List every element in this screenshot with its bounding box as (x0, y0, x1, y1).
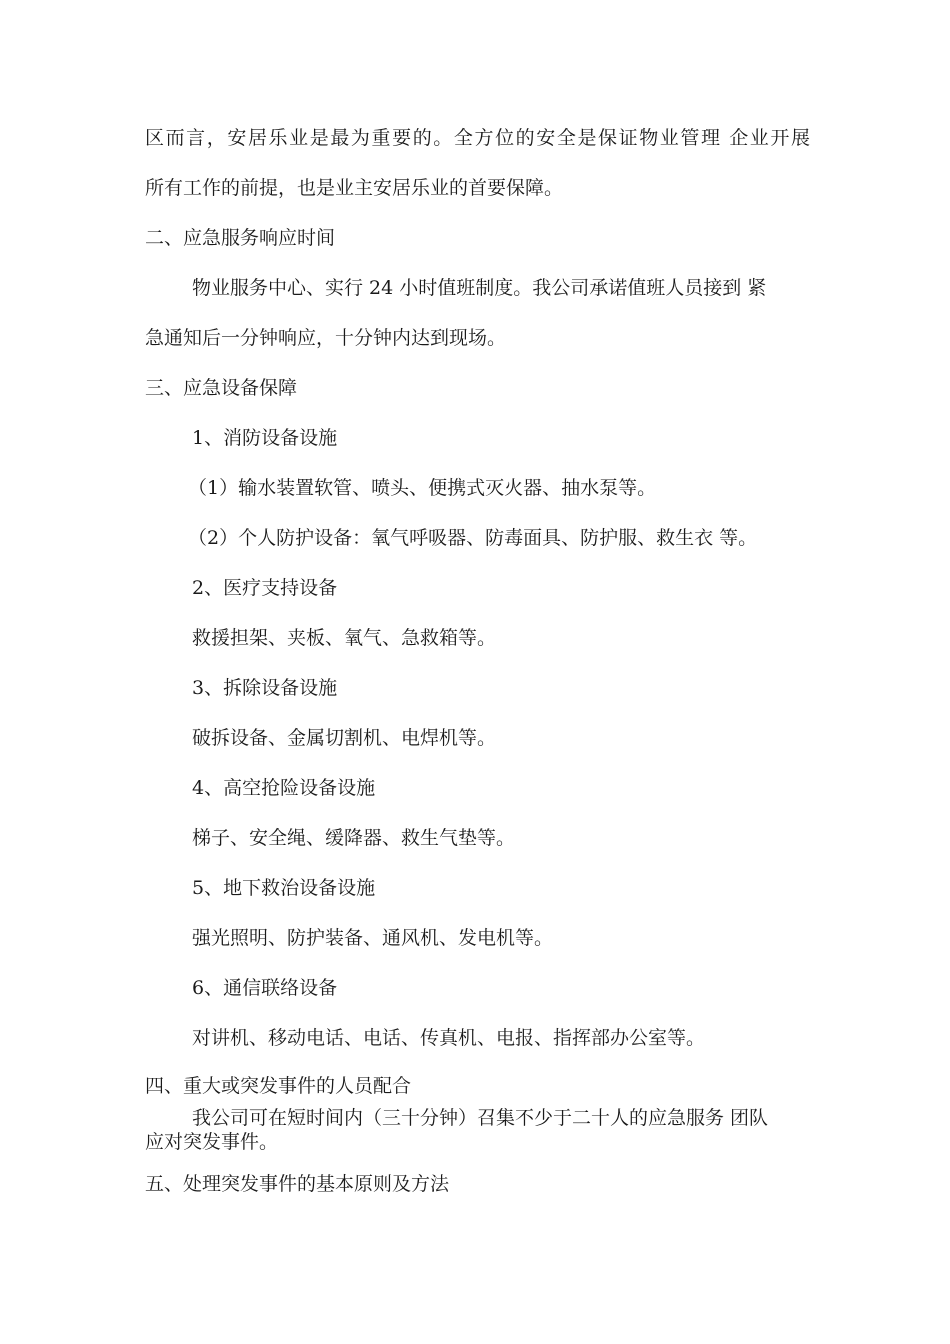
paragraph-2-line-2: 急通知后一分钟响应，十分钟内达到现场。 (145, 327, 507, 349)
subsection-heading-3: 3、拆除设备设施 (192, 677, 338, 699)
section-heading-2: 二、应急服务响应时间 (145, 227, 336, 249)
subsection-heading-2: 2、医疗支持设备 (192, 577, 338, 599)
paragraph-2-line-1: 物业服务中心、实行 24 小时值班制度。我公司承诺值班人员接到 紧 (192, 277, 767, 299)
paragraph-4-line-2: 应对突发事件。 (145, 1131, 279, 1153)
section-heading-5: 五、处理突发事件的基本原则及方法 (145, 1173, 450, 1195)
subsection-heading-4: 4、高空抢险设备设施 (192, 777, 376, 799)
paragraph-1-line-2: 所有工作的前提，也是业主安居乐业的首要保障。 (145, 177, 564, 199)
subsection-heading-6: 6、通信联络设备 (192, 977, 338, 999)
section-heading-3: 三、应急设备保障 (145, 377, 298, 399)
subsection-heading-1: 1、消防设备设施 (192, 427, 338, 449)
subsection-2-text: 救援担架、夹板、氧气、急救箱等。 (192, 627, 497, 649)
subsection-4-text: 梯子、安全绳、缓降器、救生气垫等。 (192, 827, 516, 849)
subsection-1-item-b: （2）个人防护设备：氧气呼吸器、防毒面具、防护服、救生衣 等。 (188, 527, 758, 549)
subsection-3-text: 破拆设备、金属切割机、电焊机等。 (192, 727, 497, 749)
paragraph-1-line-1: 区而言，安居乐业是最为重要的。全方位的安全是保证物业管理 企业开展 (145, 127, 810, 149)
subsection-1-item-a: （1）输水装置软管、喷头、便携式灭火器、抽水泵等。 (188, 477, 657, 499)
paragraph-4-line-1: 我公司可在短时间内（三十分钟）召集不少于二十人的应急服务 团队 (192, 1107, 769, 1129)
subsection-heading-5: 5、地下救治设备设施 (192, 877, 376, 899)
subsection-6-text: 对讲机、移动电话、电话、传真机、电报、指挥部办公室等。 (192, 1027, 706, 1049)
subsection-5-text: 强光照明、防护装备、通风机、发电机等。 (192, 927, 554, 949)
section-heading-4: 四、重大或突发事件的人员配合 (145, 1075, 412, 1097)
